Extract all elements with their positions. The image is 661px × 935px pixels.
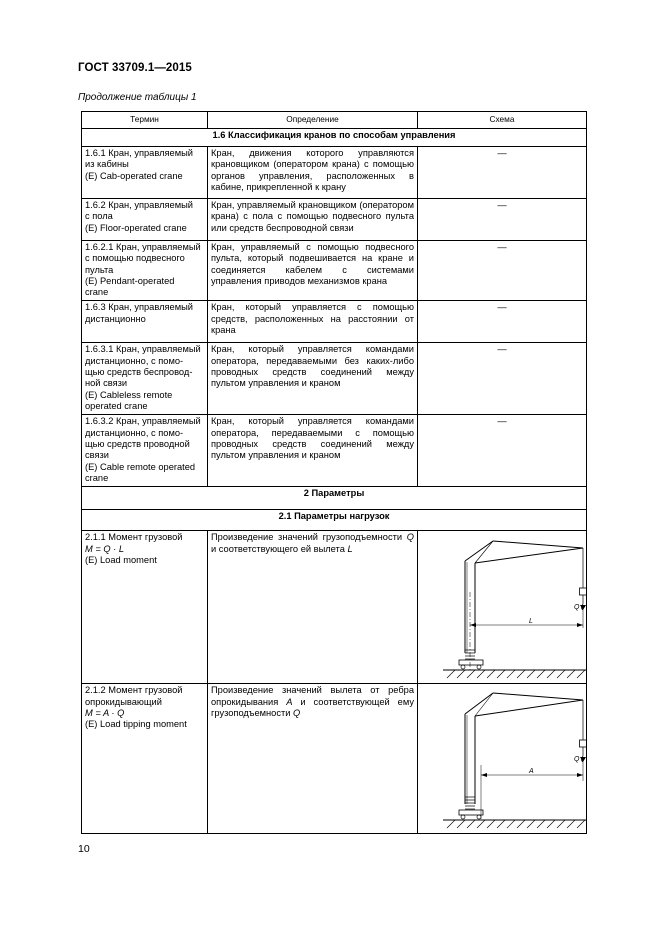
- schema-cell: —: [418, 301, 587, 343]
- schema-cell: [418, 684, 587, 834]
- term-line: crane: [85, 287, 109, 298]
- definition-cell: Кран, который управляется командами оператора, передаваемыми без каких-либо проводных средств соединений между пультом управления и краном: [208, 343, 418, 415]
- label-a: A: [529, 768, 534, 776]
- section-row: [82, 510, 587, 531]
- formula: M = A · Q: [85, 708, 125, 719]
- term-line: из кабины: [85, 159, 129, 170]
- schema-cell: —: [418, 199, 587, 241]
- term-cell: [82, 684, 208, 834]
- section-title-2: 2 Параметры: [82, 487, 587, 510]
- term-line: 1.6.1 Кран, управляемый: [85, 148, 193, 158]
- term-cell: [82, 241, 208, 301]
- symbol-a: A: [286, 696, 293, 707]
- term-line: опрокидывающий: [85, 696, 162, 707]
- load-moment-diagram: [421, 532, 589, 681]
- terms-table: [81, 111, 587, 834]
- definition-text: и соответствующей ему грузоподъемности: [211, 696, 414, 719]
- term-line: (E) Floor-operated crane: [85, 222, 187, 233]
- schema-cell: —: [418, 147, 587, 199]
- definition-text: Произведение значений грузоподъемности: [211, 532, 407, 543]
- table-caption: Продолжение таблицы 1: [78, 92, 197, 103]
- table-header-row: [82, 112, 587, 129]
- term-line: с помощью подвесного: [85, 253, 185, 264]
- term-line: ной связи: [85, 378, 128, 389]
- table-row: [82, 343, 587, 415]
- definition-cell: Кран, управляемый крановщиком (оператором крана) с пола с помощью подвесного пульта или средств беспроводной связи: [208, 199, 418, 241]
- term-line: (E) Cab-operated crane: [85, 170, 183, 181]
- symbol-q: Q: [406, 532, 414, 543]
- term-line: operated crane: [85, 400, 148, 411]
- term-line: дистанционно: [85, 313, 146, 324]
- label-q: Q: [574, 604, 580, 612]
- definition-cell: Кран, который управляется командами оператора, передаваемыми с помощью проводных средств соединений между пультом управления и краном: [208, 415, 418, 487]
- term-line: (E) Cableless remote: [85, 389, 173, 400]
- term-line: с пола: [85, 211, 113, 222]
- symbol-q: Q: [293, 708, 301, 719]
- definition-cell: Кран, управляемый с помощью подвесного пульта, который подвешивается на кране и соединяется кабелем с системами управления приводов механизмов крана: [208, 241, 418, 301]
- term-line: 1.6.3.1 Кран, управляемый: [85, 344, 201, 355]
- term-line: пульта: [85, 264, 114, 275]
- term-line: щью средств беспровод-: [85, 367, 193, 378]
- section-title-1-6: 1.6 Классификация кранов по способам управления: [82, 129, 587, 147]
- term-line: (E) Load tipping moment: [85, 719, 187, 730]
- schema-cell: [418, 531, 587, 684]
- term-line: crane: [85, 472, 109, 483]
- column-header-schema: Схема: [418, 112, 587, 129]
- term-line: дистанционно, с помо-: [85, 355, 184, 366]
- definition-cell: [208, 531, 418, 684]
- table-row: [82, 241, 587, 301]
- term-line: 1.6.2.1 Кран, управляемый: [85, 242, 201, 252]
- term-line: 2.1.2 Момент грузовой: [85, 685, 183, 696]
- table-row: [82, 199, 587, 241]
- table-row: [82, 415, 587, 487]
- definition-cell: [208, 684, 418, 834]
- term-cell: [82, 199, 208, 241]
- schema-cell: —: [418, 343, 587, 415]
- label-q: Q: [574, 756, 580, 764]
- term-line: (E) Cable remote operated: [85, 461, 196, 472]
- section-row: [82, 129, 587, 147]
- page-number: 10: [78, 843, 90, 855]
- term-line: дистанционно, с помо-: [85, 427, 184, 438]
- label-l: L: [529, 618, 533, 626]
- term-line: 2.1.1 Момент грузовой: [85, 532, 183, 543]
- definition-cell: Кран, движения которого управляются крановщиком (оператором крана) с помощью органов управления, расположенных в кабине, прикрепленной к крану: [208, 147, 418, 199]
- column-header-definition: Определение: [208, 112, 418, 129]
- table-row: [82, 531, 587, 684]
- term-cell: [82, 301, 208, 343]
- symbol-l: L: [347, 543, 353, 554]
- definition-cell: Кран, который управляется с помощью средств, расположенных на расстоянии от крана: [208, 301, 418, 343]
- term-cell: [82, 531, 208, 684]
- table-row: [82, 684, 587, 834]
- term-line: (E) Pendant-operated: [85, 275, 175, 286]
- table-row: [82, 301, 587, 343]
- schema-cell: —: [418, 241, 587, 301]
- section-title-2-1: 2.1 Параметры нагрузок: [82, 510, 587, 531]
- definition-text: и соответствующего ей вылета: [211, 543, 348, 554]
- term-cell: [82, 415, 208, 487]
- term-line: 1.6.3.2 Кран, управляемый: [85, 416, 201, 427]
- term-line: (E) Load moment: [85, 555, 157, 566]
- term-line: щью средств проводной: [85, 439, 190, 450]
- column-header-term: Термин: [82, 112, 208, 129]
- schema-cell: —: [418, 415, 587, 487]
- document-id: ГОСТ 33709.1—2015: [78, 62, 192, 74]
- term-cell: [82, 343, 208, 415]
- definition-text: Произведение значений вылета от ребра опрокидывания: [211, 685, 414, 707]
- term-line: 1.6.2 Кран, управляемый: [85, 200, 193, 210]
- term-cell: [82, 147, 208, 199]
- formula: M = Q · L: [85, 543, 125, 554]
- table-row: [82, 147, 587, 199]
- section-row: [82, 487, 587, 510]
- term-line: связи: [85, 450, 109, 461]
- term-line: 1.6.3 Кран, управляемый: [85, 302, 193, 313]
- load-tipping-moment-diagram: [421, 685, 589, 831]
